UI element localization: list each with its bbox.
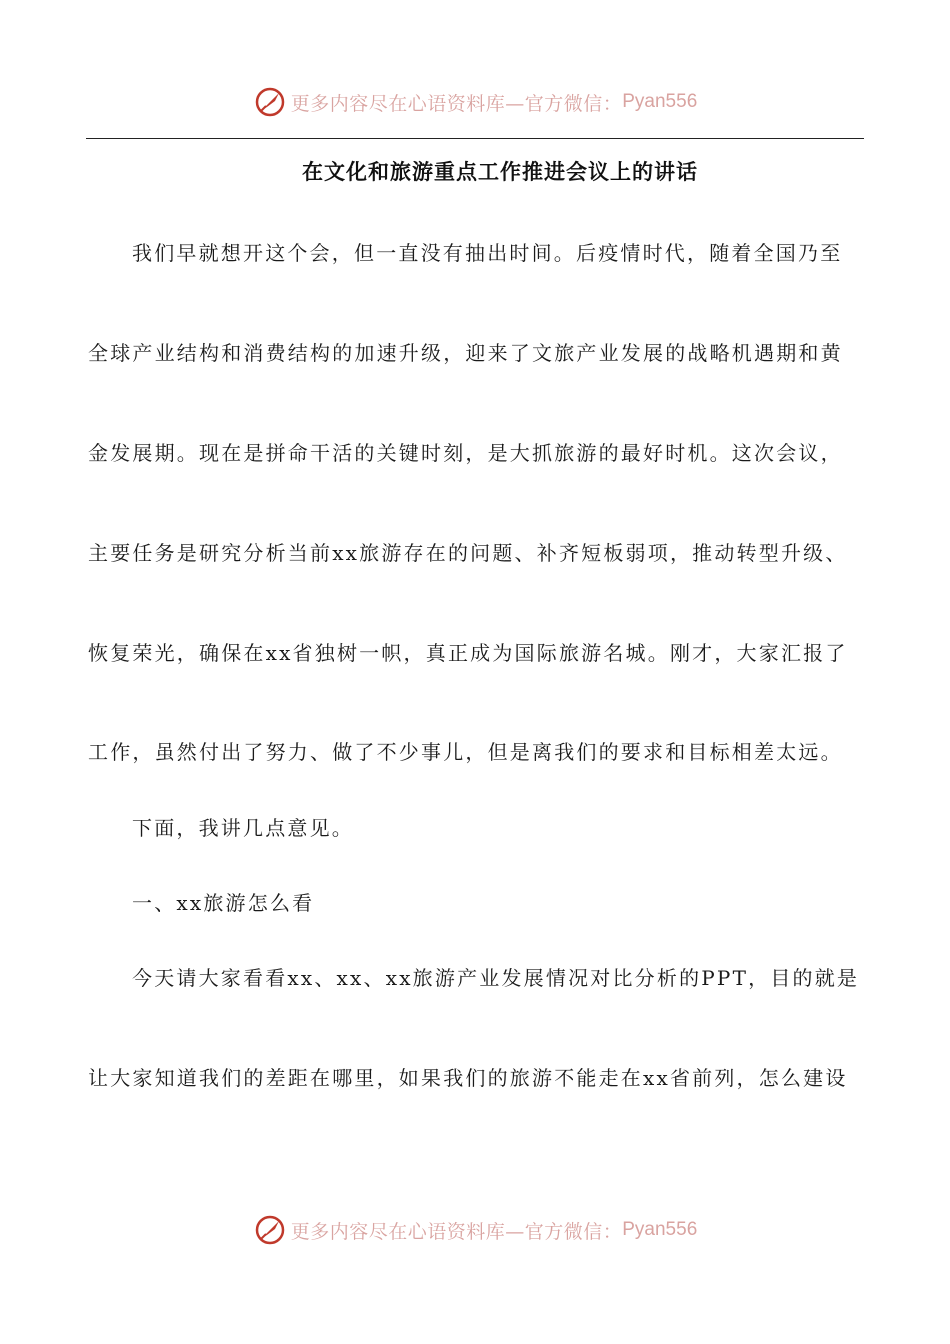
body-line-9: 今天请大家看看xx、xx、xx旅游产业发展情况对比分析的PPT，目的就是 [132,966,860,990]
footer-watermark [0,1210,950,1250]
watermark-wechat-id: Pyan556 [622,1219,698,1240]
watermark-text: 更多内容尽在心语资料库—官方微信： [290,1220,623,1243]
quill-logo-icon [253,85,287,119]
body-line-3: 金发展期。现在是拼命干活的关键时刻，是大抓旅游的最好时机。这次会议， [88,441,843,465]
body-line-1: 我们早就想开这个会，但一直没有抽出时间。后疫情时代，随着全国乃至 [132,241,843,265]
body-line-7: 下面，我讲几点意见。 [132,816,354,840]
body-line-6: 工作，虽然付出了努力、做了不少事儿，但是离我们的要求和目标相差太远。 [88,740,843,764]
body-line-10: 让大家知道我们的差距在哪里，如果我们的旅游不能走在xx省前列，怎么建设 [88,1066,848,1090]
body-line-5: 恢复荣光，确保在xx省独树一帜，真正成为国际旅游名城。刚才，大家汇报了 [88,641,848,665]
quill-logo-icon [253,1213,287,1247]
document-title: 在文化和旅游重点工作推进会议上的讲话 [302,160,698,184]
section-heading-1: 一、xx旅游怎么看 [132,891,315,915]
header-divider [86,138,864,139]
watermark-wechat-id: Pyan556 [622,91,698,112]
header-watermark [0,82,950,122]
body-line-2: 全球产业结构和消费结构的加速升级，迎来了文旅产业发展的战略机遇期和黄 [88,341,843,365]
body-line-4: 主要任务是研究分析当前xx旅游存在的问题、补齐短板弱项，推动转型升级、 [88,541,848,565]
watermark-text: 更多内容尽在心语资料库—官方微信： [290,92,623,115]
